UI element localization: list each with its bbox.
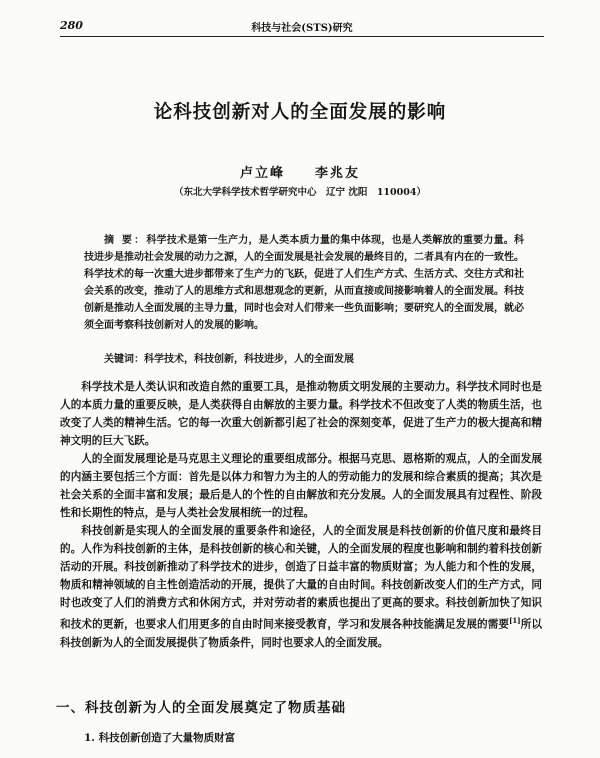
running-header (60, 18, 544, 37)
body-paragraph: 人的全面发展理论是马克思主义理论的重要组成部分。根据马克思、恩格斯的观点，人的全面发展的内涵主要包括三个方面：首先是以体力和智力为主的人的劳动能力的发展和综合素质的提高；其次是社会关系的全面丰富和发展；最后是人的个性的自由解放和充分发展。人的全面发展具有过程性、阶段性和长期性的特点，是与人类社会发展相统一的过程。 (60, 453, 542, 519)
abstract-label: 摘 要： (104, 235, 147, 246)
author-names: 卢立峰 李兆友 (239, 166, 360, 181)
body-paragraph: 科学技术是人类认识和改造自然的重要工具，是推动物质文明发展的主要动力。科学技术同时也是人的本质力量的重要反映，是人类获得自由解放的主要力量。科学技术不但改变了人类的物质生活，也改变了人类的精神生活。它的每一次重大创新都引起了社会的深刻变革，促进了生产力的极大提高和精神文明的巨大飞跃。 (60, 381, 542, 447)
section-heading: 一、科技创新为人的全面发展奠定了物质基础 (56, 700, 346, 716)
keywords (104, 351, 524, 368)
citation-marker: [1] (509, 616, 521, 625)
page-number: 280 (60, 19, 83, 32)
keywords-label: 关键词： (104, 354, 144, 365)
journal-name: 科技与社会(STS)研究 (251, 23, 353, 34)
subsection-heading: 1. 科技创新创造了大量物质财富 (84, 732, 236, 744)
abstract-text: 科学技术是第一生产力，是人类本质力量的集中体现，也是人类解放的重要力量。科技进步是推动社会发展的动力之源，人的全面发展是社会发展的最终目的，二者具有内在的一致性。科学技术的每一次重大进步都带来了生产力的飞跃，促进了人们生产方式、生活方式、交往方式和社会关系的改变，推动了人的思维方式和思想观念的更新，从而直接或间接影响着人的全面发展。科技创新是推动人全面发展的主导力量，同时也会对人们带来一些负面影响；要研究人的全面发展，就必须全面考察科技创新对人的发展的影响。 (84, 235, 525, 331)
keywords-text: 科学技术，科技创新，科技进步，人的全面发展 (144, 354, 354, 365)
body-text (60, 378, 542, 652)
paper-title: 论科技创新对人的全面发展的影响 (153, 102, 447, 123)
body-paragraph-tail: 所以科技创新为人的全面发展提供了物质条件，同时也要求人的全面发展。 (60, 618, 543, 649)
author-affiliation: （东北大学科学技术哲学研究中心 辽宁 沈阳 110004） (174, 187, 426, 198)
body-paragraph-text: 科技创新是实现人的全面发展的重要条件和途径，人的全面发展是科技创新的价值尺度和最终目的。人作为科技创新的主体，是科技创新的核心和关键，人的全面发展的程度也影响和制约着科技创新活动的开展。科技创新推动了科学技术的进步，创造了日益丰富的物质财富；为人能力和个性的发展，物质和精神领域的自主性创造活动的开展，提供了大量的自由时间。科技创新改变人们的生产方式，同时也改变了人们的消费方式和休闲方式，并对劳动者的素质也提出了更高的要求。科技创新加快了知识和技术的更新，也要求人们用更多的自由时间来接受教育，学习和发展各种技能满足发展的需要 (60, 525, 542, 631)
abstract (84, 232, 524, 334)
body-paragraph (60, 522, 542, 652)
